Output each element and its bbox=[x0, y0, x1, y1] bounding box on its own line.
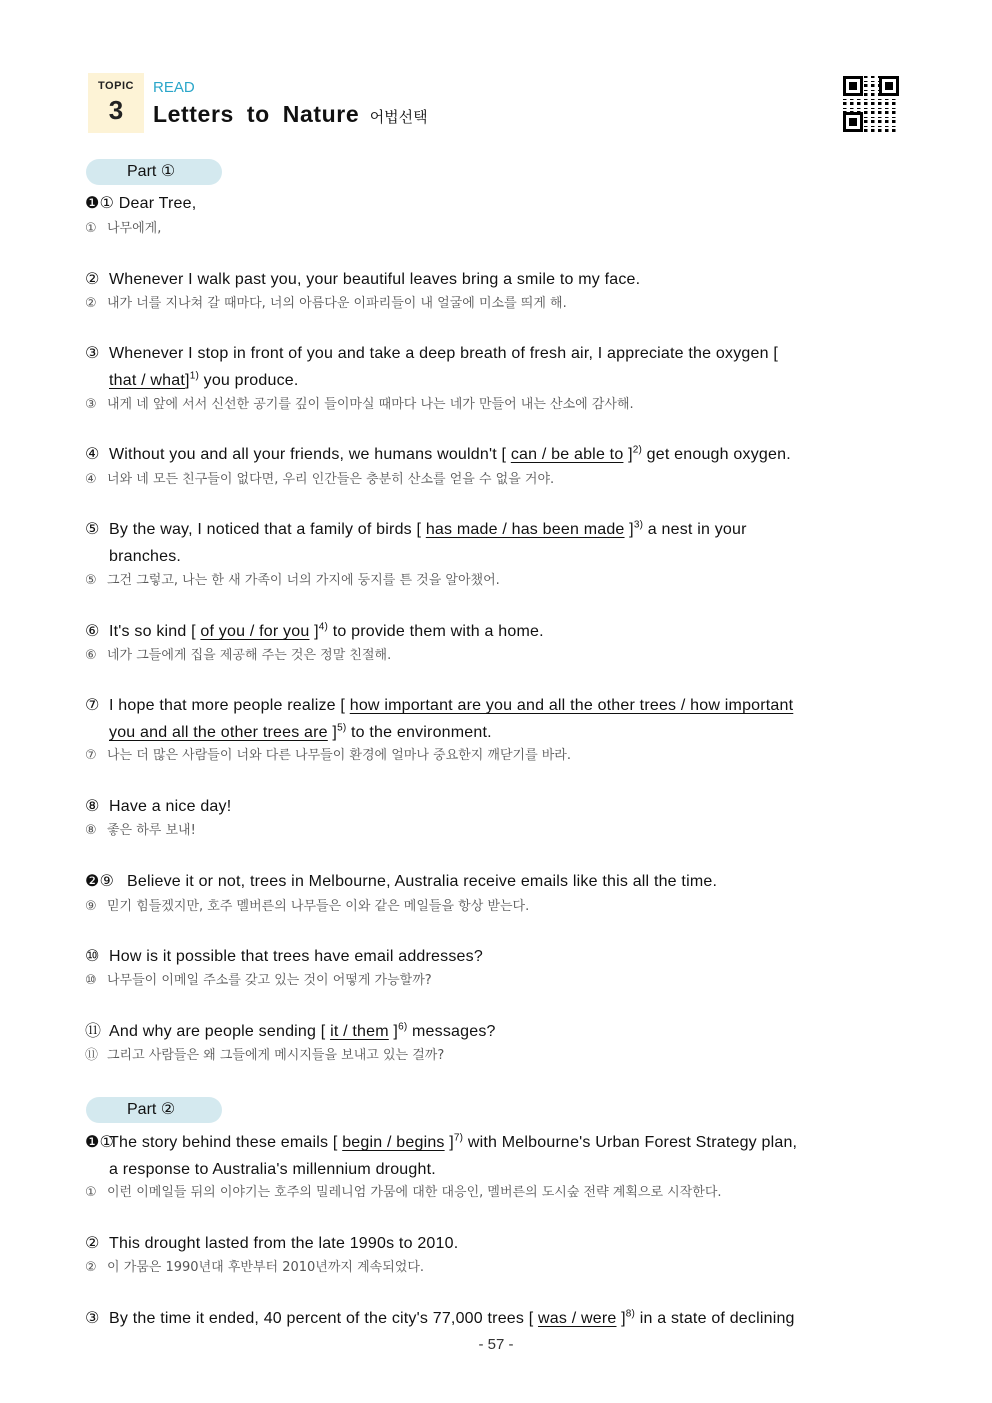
sentence-1-5: ⑤ By the way, I noticed that a family of birds [ has made / has been made ]$^{3)}$ a nest in your branches. bbox=[85, 519, 747, 565]
sentence-1-9: ❷⑨ Believe it or not, trees in Melbourne, Australia receive emails like this all the time. bbox=[85, 873, 718, 890]
part-2-label: Part ② bbox=[86, 1097, 222, 1123]
sentence-1-1: ❶① Dear Tree, bbox=[85, 195, 197, 212]
sentence-2-3: ③ By the time it ended, 40 percent of the city's 77,000 trees [ was / were ]$^{8)}$ in a state of declining bbox=[85, 1308, 795, 1327]
translation-1-3: ③ 내게 네 앞에 서서 신선한 공기를 깊이 들이마실 때마다 나는 네가 만들어 내는 산소에 감사해. bbox=[85, 397, 634, 412]
topic-badge bbox=[88, 73, 144, 133]
page-number: - 57 - bbox=[478, 1336, 514, 1353]
sentence-1-2: ② Whenever I walk past you, your beautiful leaves bring a smile to my face. bbox=[85, 271, 641, 288]
qr-finder-icon bbox=[879, 76, 899, 96]
sentence-1-8: ⑧ Have a nice day! bbox=[85, 798, 232, 815]
sentence-2-1: ❶①The story behind these emails [ begin / begins ]$^{7)}$ with Melbourne's Urban Forest Strategy plan, a response to Australia's millennium drought. bbox=[85, 1132, 798, 1178]
translation-1-1: ① 나무에게, bbox=[85, 221, 162, 236]
grammar-choice-4[interactable]: of you / for you bbox=[200, 623, 310, 640]
grammar-choice-1[interactable]: that / what bbox=[109, 372, 186, 389]
qr-code-icon bbox=[843, 76, 899, 132]
page-subtitle: 어법선택 bbox=[369, 109, 428, 126]
grammar-choice-8[interactable]: was / were bbox=[538, 1310, 617, 1327]
grammar-choice-6[interactable]: it / them bbox=[330, 1023, 389, 1040]
translation-1-9: ⑨ 믿기 힘들겠지만, 호주 멜버른의 나무들은 이와 같은 메일들을 항상 받는다. bbox=[85, 899, 530, 914]
translation-1-7: ⑦ 나는 더 많은 사람들이 너와 다른 나무들이 환경에 얼마나 중요한지 깨닫기를 바라. bbox=[85, 748, 572, 763]
page-title-row bbox=[153, 101, 428, 128]
grammar-choice-5b[interactable]: you and all the other trees are bbox=[109, 724, 328, 741]
sentence-2-2: ② This drought lasted from the late 1990s to 2010. bbox=[85, 1235, 459, 1252]
qr-finder-icon bbox=[843, 112, 863, 132]
grammar-choice-5a[interactable]: how important are you and all the other trees / how important bbox=[349, 697, 794, 714]
qr-finder-icon bbox=[843, 76, 863, 96]
translation-1-11: ⑪ 그리고 사람들은 왜 그들에게 메시지들을 보내고 있는 걸까? bbox=[85, 1048, 445, 1063]
sentence-1-10: ⑩ How is it possible that trees have email addresses? bbox=[85, 948, 483, 965]
grammar-choice-3[interactable]: has made / has been made bbox=[425, 521, 625, 538]
page-title: Letters to Nature bbox=[153, 101, 360, 127]
translation-1-6: ⑥ 네가 그들에게 집을 제공해 주는 것은 정말 친절해. bbox=[85, 648, 392, 663]
translation-1-2: ② 내가 너를 지나쳐 갈 때마다, 너의 아름다운 이파리들이 내 얼굴에 미소를 띄게 해. bbox=[85, 296, 567, 311]
translation-2-1: ① 이런 이메일들 뒤의 이야기는 호주의 밀레니엄 가뭄에 대한 대응인, 멜버른의 도시숲 전략 계획으로 시작한다. bbox=[85, 1185, 722, 1200]
translation-2-2: ② 이 가뭄은 1990년대 후반부터 2010년까지 계속되었다. bbox=[85, 1260, 425, 1275]
topic-number: 3 bbox=[108, 95, 124, 125]
translation-1-5: ⑤ 그건 그렇고, 나는 한 새 가족이 너의 가지에 둥지를 튼 것을 알아챘어. bbox=[85, 573, 500, 588]
sentence-1-3: ③ Whenever I stop in front of you and take a deep breath of fresh air, I appreciate the oxygen [ that / what]$^{1)}$ you produce. bbox=[85, 345, 778, 389]
topic-label: TOPIC bbox=[98, 80, 134, 92]
sentence-1-11: ⑪ And why are people sending [ it / them ]$^{6)}$ messages? bbox=[85, 1021, 496, 1040]
translation-1-10: ⑩ 나무들이 이메일 주소를 갖고 있는 것이 어떻게 가능할까? bbox=[85, 973, 432, 988]
translation-1-4: ④ 너와 네 모든 친구들이 없다면, 우리 인간들은 충분히 산소를 얻을 수 없을 거야. bbox=[85, 472, 555, 487]
grammar-choice-7[interactable]: begin / begins bbox=[342, 1134, 445, 1151]
translation-1-8: ⑧ 좋은 하루 보내! bbox=[85, 823, 196, 838]
grammar-choice-2[interactable]: can / be able to bbox=[510, 446, 624, 463]
part-1-label: Part ① bbox=[86, 159, 222, 185]
sentence-1-6: ⑥ It's so kind [ of you / for you ]$^{4)}$ to provide them with a home. bbox=[85, 621, 544, 640]
section-label: READ bbox=[153, 79, 195, 96]
sentence-1-7: ⑦ I hope that more people realize [ how important are you and all the other trees / how important you and all the other trees are ]$^{5)}$ to the environment. bbox=[85, 697, 794, 741]
sentence-1-4: ④ Without you and all your friends, we humans wouldn't [ can / be able to ]$^{2)}$ get enough oxygen. bbox=[85, 444, 791, 463]
